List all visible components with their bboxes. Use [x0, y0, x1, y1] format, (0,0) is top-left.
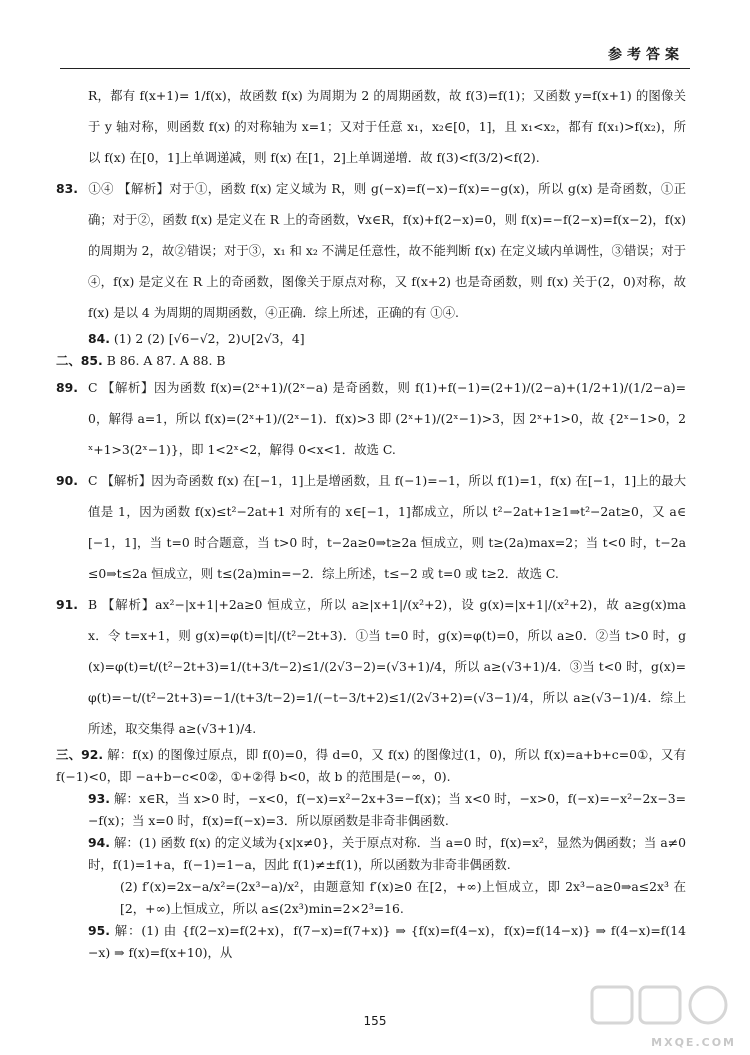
- question-number: 84.: [88, 331, 110, 346]
- question-number: 89.: [56, 380, 78, 395]
- paragraph-text: B 【解析】ax²−|x+1|+2a≥0 恒成立，所以 a≥|x+1|/(x²+2)，设 g(x)=|x+1|/(x²+2)，故 a≥g(x)max．令 t=x+1，则 g(x)=φ(t)=|t|/(t²−2t+3)．①当 t=0 时，g(x)=φ(t)=0，所以 a≥0．②当 t>0 时，g(x)=φ(t)=t/(t²−2t+3)=1/(t+3/t−2)≤1/(2√3−2)=(√3+1)/4，所以 a≥(√3+1)/4．③当 t<0 时，g(x)=φ(t)=−t/(t²−2t+3)=−1/(t+3/t−2)=1/(−t−3/t+2)≤1/(2√3+2)=(√3−1)/4，所以 a≥(√3−1)/4．综上所述，取交集得 a≥(√3+1)/4.: [88, 597, 686, 736]
- question-number: 94.: [88, 835, 110, 850]
- question-number: 91.: [56, 597, 78, 612]
- question-number: 93.: [88, 791, 110, 806]
- watermark-logo: [584, 981, 744, 1051]
- answer-90: [56, 465, 686, 589]
- paragraph-text: ①④ 【解析】对于①，函数 f(x) 定义域为 R，则 g(−x)=f(−x)−f(x)=−g(x)，所以 g(x) 是奇函数，①正确；对于②，函数 f(x) 是定义在 R 上的奇函数，∀x∈R，f(x)+f(2−x)=0，则 f(x)=−f(2−x)=f(x−2)，f(x) 的周期为 2，故②错误；对于③，x₁ 和 x₂ 不满足任意性，故不能判断 f(x) 在定义域内单调性，③错误；对于④，f(x) 是定义在 R 上的奇函数，图像关于原点对称，又 f(x+2) 也是奇函数，则 f(x) 关于(2，0)对称，故 f(x) 是以 4 为周期的周期函数，④正确．综上所述，正确的有 ①④.: [88, 181, 686, 320]
- paragraph-text: 解：x∈R，当 x>0 时，−x<0，f(−x)=x²−2x+3=−f(x)；当 x<0 时，−x>0，f(−x)=−x²−2x−3=−f(x)；当 x=0 时，f(x)=f(−x)=3．所以原函数是非奇非偶函数.: [88, 791, 686, 828]
- paragraph-text: (2) f′(x)=2x−a/x²=(2x³−a)/x²，由题意知 f′(x)≥0 在[2，+∞)上恒成立，即 2x³−a≥0⇒a≤2x³ 在[2，+∞)上恒成立，所以 a≤(2x³)min=2×2³=16.: [120, 879, 686, 916]
- answer-85-88: [56, 350, 686, 372]
- watermark-text: MXQE.COM: [651, 1036, 736, 1049]
- answer-95: [88, 920, 686, 964]
- answer-94-part2: [88, 876, 686, 920]
- answer-84: [88, 328, 686, 350]
- question-number: 二、85.: [56, 353, 103, 368]
- paragraph-continuation: [88, 80, 686, 173]
- question-number: 90.: [56, 473, 78, 488]
- header-rule: [60, 68, 690, 69]
- question-number: 83.: [56, 181, 78, 196]
- paragraph-text: 解：(1) 函数 f(x) 的定义域为{x|x≠0}，关于原点对称．当 a=0 时，f(x)=x²，显然为偶函数；当 a≠0 时，f(1)=1+a，f(−1)=1−a，因此 f(1)≠±f(1)，所以函数为非奇非偶函数.: [88, 835, 686, 872]
- answer-89: [56, 372, 686, 465]
- paragraph-text: 解：f(x) 的图像过原点，即 f(0)=0，得 d=0，又 f(x) 的图像过(1，0)，所以 f(x)=a+b+c=0①，又有 f(−1)<0，即 −a+b−c<0②，①+②得 b<0，故 b 的范围是(−∞，0).: [56, 747, 686, 784]
- question-number: 95.: [88, 923, 110, 938]
- answer-91: [56, 589, 686, 744]
- answer-83: [56, 173, 686, 328]
- paragraph-text: 解：(1) 由 {f(2−x)=f(2+x)，f(7−x)=f(7+x)} ⇒ {f(x)=f(4−x)，f(x)=f(14−x)} ⇒ f(4−x)=f(14−x) ⇒ f(x)=f(x+10)，从: [88, 923, 686, 960]
- answer-94-part1: [88, 832, 686, 876]
- paragraph-text: R，都有 f(x+1)= 1/f(x)，故函数 f(x) 为周期为 2 的周期函数，故 f(3)=f(1)；又函数 y=f(x+1) 的图像关于 y 轴对称，则函数 f(x) 的对称轴为 x=1；又对于任意 x₁，x₂∈[0，1]，且 x₁<x₂，都有 f(x₁)>f(x₂)，所以 f(x) 在[0，1]上单调递减，则 f(x) 在[1，2]上单调递增．故 f(3)<f(3/2)<f(2).: [88, 88, 686, 165]
- header-title: 参考答案: [608, 47, 684, 63]
- question-number: 三、92.: [56, 747, 104, 762]
- answer-92: [56, 744, 686, 788]
- paragraph-text: B 86. A 87. A 88. B: [106, 353, 226, 368]
- paragraph-text: (1) 2 (2) [√6−√2，2)∪[2√3，4]: [113, 331, 305, 346]
- answer-content: [56, 80, 686, 964]
- paragraph-text: C 【解析】因为奇函数 f(x) 在[−1，1]上是增函数，且 f(−1)=−1，所以 f(1)=1，f(x) 在[−1，1]上的最大值是 1，因为函数 f(x)≤t²−2at+1 对所有的 x∈[−1，1]都成立，所以 t²−2at+1≥1⇒t²−2at≥0，又 a∈[−1，1]，当 t=0 时合题意，当 t>0 时，t−2a≥0⇒t≥2a 恒成立，则 t≥(2a)max=2；当 t<0 时，t−2a≤0⇒t≤2a 恒成立，则 t≤(2a)min=−2．综上所述，t≤−2 或 t=0 或 t≥2．故选 C.: [88, 473, 686, 581]
- answer-93: [88, 788, 686, 832]
- paragraph-text: C 【解析】因为函数 f(x)=(2ˣ+1)/(2ˣ−a) 是奇函数，则 f(1)+f(−1)=(2+1)/(2−a)+(1/2+1)/(1/2−a)=0，解得 a=1，所以 f(x)=(2ˣ+1)/(2ˣ−1)．f(x)>3 即 (2ˣ+1)/(2ˣ−1)>3，因 2ˣ+1>0，故 {2ˣ−1>0，2ˣ+1>3(2ˣ−1)}，即 1<2ˣ<2，解得 0<x<1．故选 C.: [88, 380, 686, 457]
- page-number: 155: [363, 1014, 387, 1028]
